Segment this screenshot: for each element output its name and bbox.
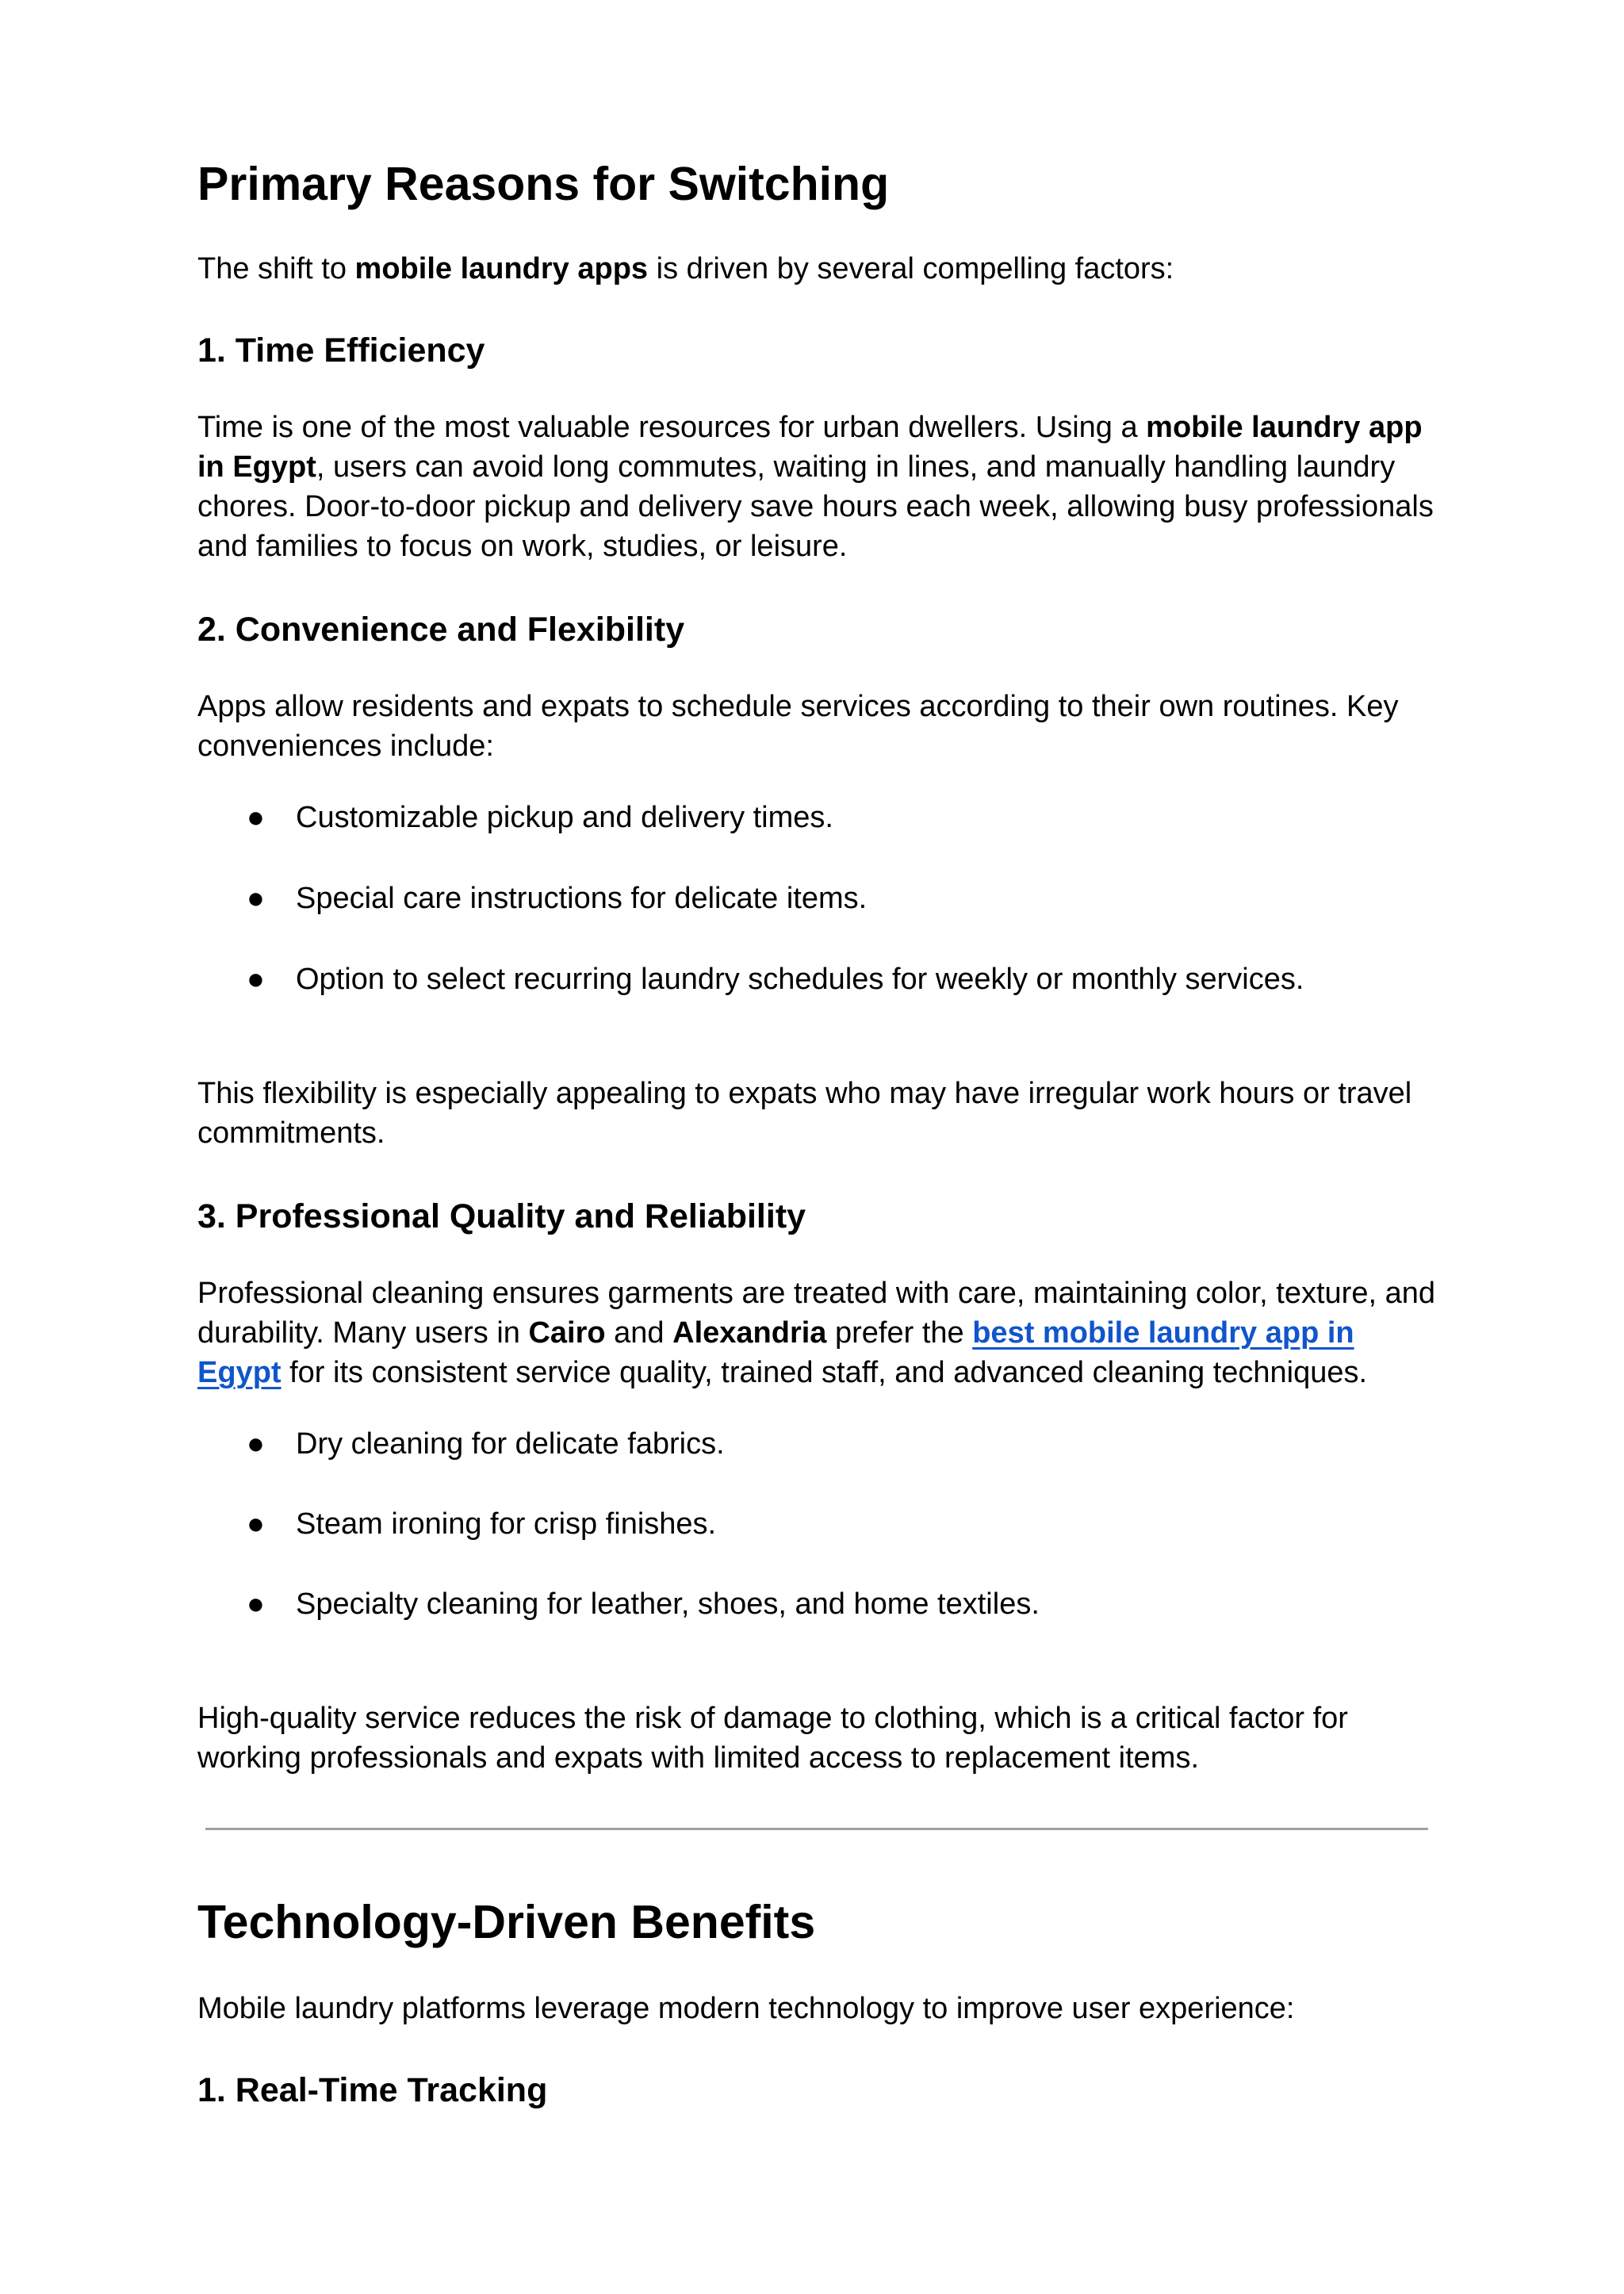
section-title-technology-benefits: Technology-Driven Benefits [197,1896,816,1948]
intro-text-pre: The shift to [197,252,355,285]
time-efficiency-text-post: , users can avoid long commutes, waiting in lines, and manually handling laundry chores. Door-to-door pickup and delivery save hours each week, allowing busy professionals and families to focus on work, studies, or leisure. [197,450,1434,563]
bullet-icon: ● [247,963,265,996]
list-item-text: Steam ironing for crisp finishes. [296,1507,717,1541]
convenience-paragraph: Apps allow residents and expats to schedule services according to their own routines. Key conveniences include: [197,690,1399,763]
intro-text-bold: mobile laundry apps [354,252,649,285]
quality-closing-paragraph: High-quality service reduces the risk of damage to clothing, which is a critical factor for working professionals and expats with limited access to replacement items. [197,1702,1348,1775]
best-laundry-app-link[interactable]: best mobile laundry app in Egypt [197,1316,1354,1389]
list-item-text: Dry cleaning for delicate fabrics. [296,1427,725,1461]
intro-text-post: is driven by several compelling factors: [648,252,1174,285]
city-cairo: Cairo [528,1316,606,1350]
list-item-text: Customizable pickup and delivery times. [296,801,833,834]
bullet-icon: ● [247,801,265,834]
quality-text-mid1: and [605,1316,673,1350]
quality-text-mid2: prefer the [826,1316,973,1350]
technology-intro-paragraph: Mobile laundry platforms leverage modern technology to improve user experience: [197,1992,1295,2025]
section-title-primary-reasons: Primary Reasons for Switching [197,158,890,210]
bullet-icon: ● [247,1427,265,1461]
bullet-icon: ● [247,1507,265,1541]
quality-paragraph [197,1273,1442,1392]
section-intro-paragraph [197,249,1442,289]
subheading-professional-quality: 3. Professional Quality and Reliability [197,1197,806,1235]
flexibility-closing-paragraph: This flexibility is especially appealing to expats who may have irregular work hours or travel commitments. [197,1077,1412,1150]
time-efficiency-text-pre: Time is one of the most valuable resources for urban dwellers. Using a [197,411,1147,444]
horizontal-divider [205,1828,1428,1830]
subheading-time-efficiency: 1. Time Efficiency [197,331,485,370]
list-item-text: Specialty cleaning for leather, shoes, and home textiles. [296,1587,1040,1621]
subheading-real-time-tracking: 1. Real-Time Tracking [197,2071,548,2109]
city-alexandria: Alexandria [672,1316,827,1350]
quality-text-post: for its consistent service quality, trained staff, and advanced cleaning techniques. [281,1356,1368,1389]
quality-text-pre: Professional cleaning ensures garments are treated with care, maintaining color, texture, and durability. Many users in [197,1277,1435,1350]
subheading-convenience-flexibility: 2. Convenience and Flexibility [197,611,685,649]
bullet-icon: ● [247,1587,265,1621]
time-efficiency-paragraph [197,408,1442,566]
list-item-text: Option to select recurring laundry schedules for weekly or monthly services. [296,963,1304,996]
bullet-icon: ● [247,882,265,915]
time-efficiency-text-bold: mobile laundry app in Egypt [197,411,1423,484]
list-item-text: Special care instructions for delicate items. [296,882,868,915]
